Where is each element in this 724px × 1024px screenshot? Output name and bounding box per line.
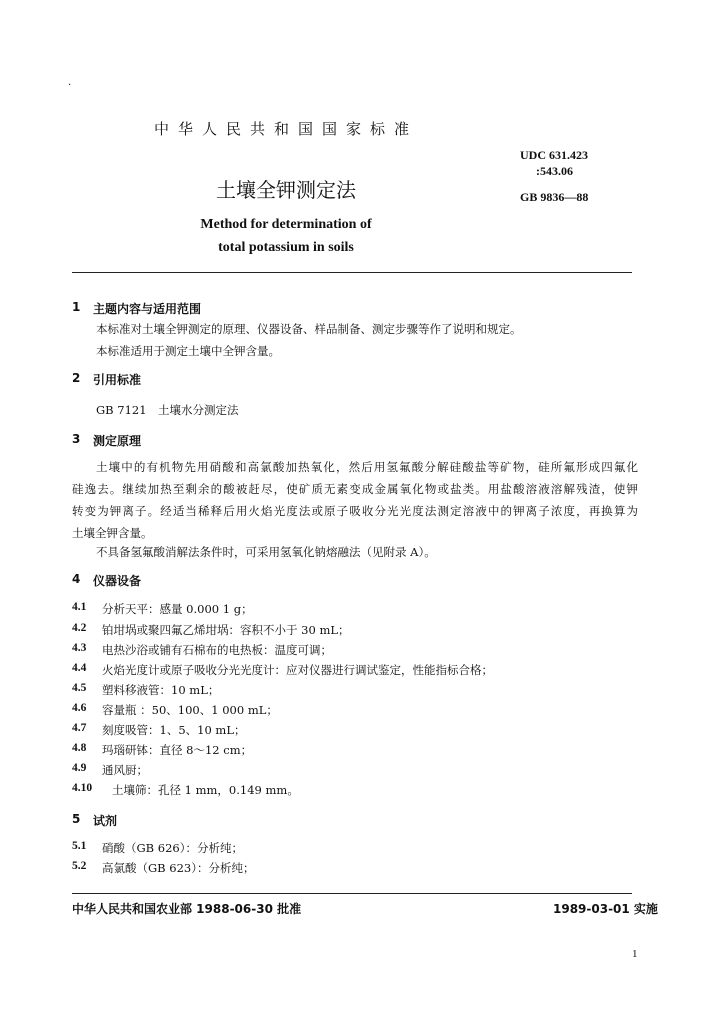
section-4-number: 4 xyxy=(72,572,81,586)
udc-code-line1: UDC 631.423 xyxy=(520,148,588,162)
approval-line: 中华人民共和国农业部 1988-06-30 批准 xyxy=(72,902,302,916)
gb-number: GB 9836—88 xyxy=(520,190,589,204)
section-5-title: 试剂 xyxy=(93,814,118,828)
item-5-1-number: 5.1 xyxy=(72,840,87,852)
section-1-title: 主题内容与适用范围 xyxy=(93,302,202,316)
document-title-en-line1: Method for determination of xyxy=(200,217,372,232)
item-4-10-number: 4.10 xyxy=(72,782,93,794)
item-4-5-text: 塑料移液管：10 mL； xyxy=(102,683,220,697)
document-title-cn: 土壤全钾测定法 xyxy=(216,178,356,202)
section-2-number: 2 xyxy=(72,371,81,385)
section-2-title: 引用标准 xyxy=(93,373,142,387)
item-4-8-text: 玛瑙研钵：直径 8～12 cm； xyxy=(102,743,253,757)
section-3-line-3: 转变为钾离子。经适当稀释后用火焰光度法或原子吸收分光光度法测定溶液中的钾离子浓度，再换算为 xyxy=(72,504,638,518)
item-4-7-text: 刻度吸管：1、5、10 mL； xyxy=(102,723,246,737)
item-5-1-text: 硝酸（GB 626）：分析纯； xyxy=(102,841,243,855)
item-4-1-text: 分析天平：感量 0.000 1 g； xyxy=(102,602,253,616)
section-1-number: 1 xyxy=(72,300,81,314)
item-4-4-number: 4.4 xyxy=(72,662,87,674)
effective-date: 1989-03-01 实施 xyxy=(553,902,658,916)
item-4-5-number: 4.5 xyxy=(72,682,87,694)
item-4-6-text: 容量瓶 ：50、100、1 000 mL； xyxy=(102,703,278,717)
section-4-title: 仪器设备 xyxy=(93,574,142,588)
header-divider xyxy=(72,272,632,273)
item-4-8-number: 4.8 xyxy=(72,742,87,754)
section-3-line-2: 硅逸去。继续加热至剩余的酸被赶尽，使矿质无素变成金属氧化物或盐类。用盐酸溶液溶解残渣，使钾 xyxy=(72,482,638,496)
section-3-para-2: 不具备氢氟酸消解法条件时，可采用氢氧化钠熔融法（见附录 A）。 xyxy=(96,545,436,559)
footer-divider xyxy=(72,893,632,894)
section-1-para-1: 本标准对土壤全钾测定的原理、仪器设备、样品制备、测定步骤等作了说明和规定。 xyxy=(96,322,522,336)
document-title-en-line2: total potassium in soils xyxy=(218,240,354,255)
item-5-2-number: 5.2 xyxy=(72,860,87,872)
section-2-reference: GB 7121 土壤水分测定法 xyxy=(96,403,239,417)
standard-title: 中华人民共和国国家标准 xyxy=(153,120,418,138)
item-4-9-number: 4.9 xyxy=(72,762,87,774)
item-4-2-text: 铂坩埚或聚四氟乙烯坩埚：容积不小于 30 mL； xyxy=(102,623,350,637)
item-4-9-text: 通风厨； xyxy=(102,763,148,777)
section-5-number: 5 xyxy=(72,812,81,826)
page-dot: . xyxy=(68,77,72,88)
item-4-3-number: 4.3 xyxy=(72,642,87,654)
udc-code-line2: :543.06 xyxy=(536,164,573,178)
item-4-3-text: 电热沙浴或铺有石棉布的电热板：温度可调； xyxy=(102,643,332,657)
section-3-title: 测定原理 xyxy=(93,434,142,448)
item-5-2-text: 高氯酸（GB 623）：分析纯； xyxy=(102,861,255,875)
page-number: 1 xyxy=(632,948,638,960)
item-4-1-number: 4.1 xyxy=(72,601,87,613)
item-4-7-number: 4.7 xyxy=(72,722,87,734)
section-3-line-4: 土壤全钾含量。 xyxy=(72,526,153,540)
section-3-number: 3 xyxy=(72,432,81,446)
item-4-2-number: 4.2 xyxy=(72,622,87,634)
item-4-10-text: 土壤筛：孔径 1 mm，0.149 mm。 xyxy=(112,783,299,797)
section-1-para-2: 本标准适用于测定土壤中全钾含量。 xyxy=(96,344,280,358)
item-4-4-text: 火焰光度计或原子吸收分光光度计：应对仪器进行调试鉴定，性能指标合格； xyxy=(102,663,493,677)
section-3-paragraph xyxy=(72,456,638,544)
item-4-6-number: 4.6 xyxy=(72,702,87,714)
section-3-line-1: 土壤中的有机物先用硝酸和高氯酸加热氧化，然后用氢氟酸分解硅酸盐等矿物，硅所氟形成四氟化 xyxy=(96,460,638,474)
